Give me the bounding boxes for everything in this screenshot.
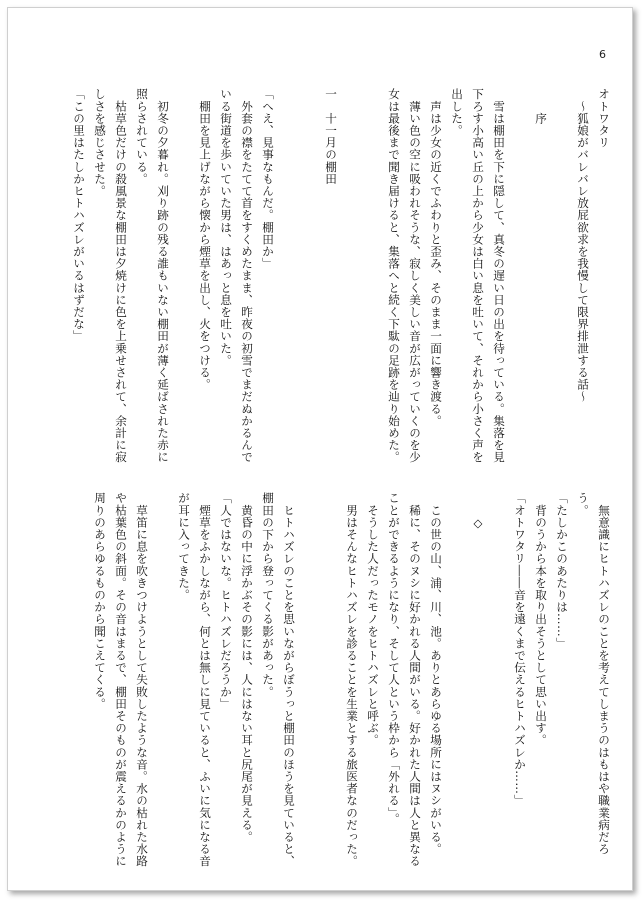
lower-text-line: 無意識にヒトハズレのことを考えてしまうのはもはや職業病だろ bbox=[597, 492, 611, 855]
lower-text-line: 「オトワタリ――音を遠くまで伝えるヒトハズレか……」 bbox=[513, 492, 527, 807]
upper-text-line bbox=[362, 88, 383, 460]
upper-text-line bbox=[278, 88, 299, 460]
lower-text-line bbox=[152, 492, 173, 864]
upper-text-line: オトワタリ bbox=[597, 88, 611, 149]
lower-text-line: 黄昏の中に浮かぶその影には、人にはない耳と尻尾が見える。 bbox=[240, 492, 254, 843]
lower-text-line: 周りのあらゆるものから聞こえてくる。 bbox=[93, 492, 107, 710]
upper-text-line: 声は少女の近くでふわりと歪み、そのまま一面に響き渡る。 bbox=[429, 88, 443, 427]
upper-text-line: 〜狐娘がバレバレ放屁欲求を我慢して限界排泄する話〜 bbox=[576, 88, 590, 403]
lower-text-line: う。 bbox=[576, 492, 590, 517]
lower-text-line: 男はそんなヒトハズレを診ることを生業とする旅医者なのだった。 bbox=[345, 492, 359, 868]
lower-text-line: 煙草をふかしながら、何とは無しに見ていると、ふいに気になる音 bbox=[198, 492, 212, 868]
upper-text-line: 女は最後まで聞き届けると、集落へと続く下駄の足跡を辿り始めた。 bbox=[387, 88, 401, 464]
upper-text-line: 序 bbox=[534, 88, 548, 125]
upper-text-line: 照らされている。 bbox=[135, 88, 149, 185]
lower-text-line bbox=[320, 492, 341, 864]
upper-text-line: 出した。 bbox=[450, 88, 464, 137]
lower-text-line: 「たしかこのあたりは……」 bbox=[555, 492, 569, 650]
lower-text-line: 背のうから本を取り出そうとして思い出す。 bbox=[534, 492, 548, 747]
upper-text-line bbox=[173, 88, 194, 460]
upper-text-line: 枯草色だけの殺風景な棚田は夕焼けに色を上乗せされて、余計に寂 bbox=[114, 88, 128, 464]
upper-text-line: 外套の襟をたてて首をすくめたまま、昨夜の初雪でまだぬかるんで bbox=[240, 88, 254, 464]
lower-text-line bbox=[446, 492, 467, 864]
upper-text-line: 初冬の夕暮れ。刈り跡の残る誰もいない棚田が薄く延ばされた赤に bbox=[156, 88, 170, 464]
lower-text-line: ◇ bbox=[471, 492, 485, 531]
upper-text-line: しさを感じさせた。 bbox=[93, 88, 107, 197]
lower-text-line: この世の山、浦、川、池。ありとあらゆる場所にはヌシがいる。 bbox=[429, 492, 443, 855]
upper-text-line bbox=[509, 88, 530, 460]
upper-text-line: 「この里はたしかヒトハズレがいるはずだな」 bbox=[72, 88, 86, 343]
upper-text-line: 薄い色の空に吸われそうな、寂しく美しい音が広がっていくのを少 bbox=[408, 88, 422, 464]
upper-text-block bbox=[28, 88, 614, 464]
upper-text-line: いる街道を歩いていた男は、はあっと息を吐いた。 bbox=[219, 88, 233, 367]
lower-text-line bbox=[488, 492, 509, 864]
document-page bbox=[7, 7, 633, 891]
lower-text-line: が耳に入ってきた。 bbox=[177, 492, 191, 601]
upper-text-line bbox=[299, 88, 320, 460]
upper-text-line bbox=[551, 88, 572, 460]
lower-text-line: 「人ではないな。ヒトハズレだろうか」 bbox=[219, 492, 233, 710]
upper-text-line: 一 十一月の棚田 bbox=[324, 88, 338, 185]
upper-text-line: 下ろす小高い丘の上から少女は白い息を吐いて、それから小さく声を bbox=[471, 88, 485, 464]
lower-text-line: そうした人だったモノをヒトハズレと呼ぶ。 bbox=[366, 492, 380, 747]
lower-text-line: や枯葉色の斜面。その音はまるで、棚田そのものが震えるかのように bbox=[114, 492, 128, 868]
upper-text-line: 雪は棚田を下に隠して、真冬の遅い日の出を待っている。集落を見 bbox=[492, 88, 506, 464]
lower-text-line: 稀に、そのヌシに好かれる人間がいる。好かれた人間は人と異なる bbox=[408, 492, 422, 868]
upper-text-line: 「へえ、見事なもんだ。棚田か」 bbox=[261, 88, 275, 270]
lower-text-line: ヒトハズレのことを思いながらぼうっと棚田のほうを見ていると、 bbox=[282, 492, 296, 868]
lower-text-line: 棚田の下から登ってくる影があった。 bbox=[261, 492, 275, 698]
lower-text-line: ことができるようになり、そして人という枠から「外れる」。 bbox=[387, 492, 401, 825]
lower-text-block bbox=[28, 492, 614, 868]
lower-text-line: 草笛に息を吹きつけようとして失敗したような音。水の枯れた水路 bbox=[135, 492, 149, 868]
upper-text-line: 棚田を見上げながら懐から煙草を出し、火をつける。 bbox=[198, 88, 212, 391]
lower-text-line bbox=[299, 492, 320, 864]
page-number: 6 bbox=[599, 48, 606, 61]
upper-text-line bbox=[341, 88, 362, 460]
